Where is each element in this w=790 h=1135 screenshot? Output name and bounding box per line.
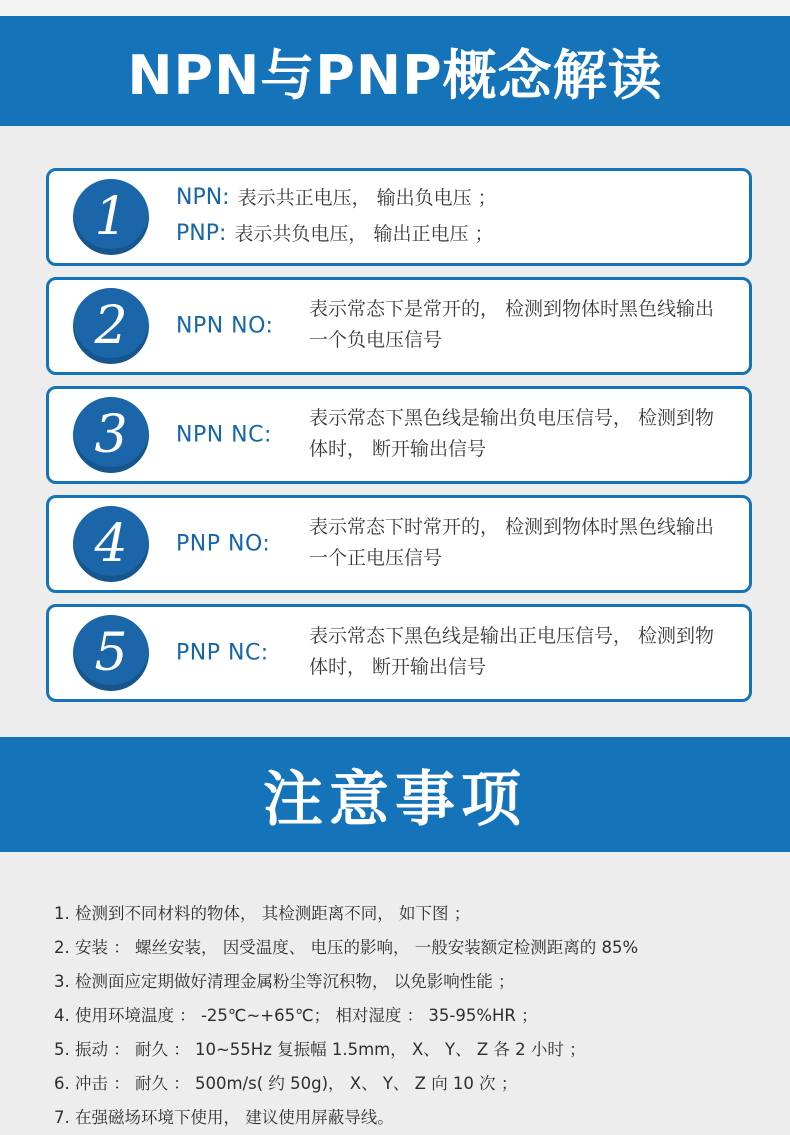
desc-pnp-no: 表示常态下时常开的， 检测到物体时黑色线输出一个正电压信号 (309, 516, 715, 569)
term-pnp-no: PNP NO: (176, 531, 271, 557)
term-pnp-nc: PNP NC: (176, 640, 269, 666)
term-npn-no: NPN NO: (176, 313, 274, 339)
desc-npn-nc: 表示常态下黑色线是输出负电压信号， 检测到物体时， 断开输出信号 (309, 407, 715, 460)
number-badge-2: 2 (73, 288, 149, 364)
desc-npn-no: 表示常态下是常开的， 检测到物体时黑色线输出一个负电压信号 (309, 298, 715, 351)
concept-card-5 (46, 604, 752, 702)
concept-card-3 (46, 386, 752, 484)
note-item: 4. 使用环境温度 ： -25℃~+65℃； 相对湿度 ： 35-95%HR ； (54, 1006, 538, 1025)
term-npn: NPN: (176, 185, 230, 210)
number-badge-1: 1 (73, 179, 149, 255)
top-strip (0, 0, 790, 16)
number-badge-3: 3 (73, 397, 149, 473)
page-title: NPN与PNP概念解读 (0, 16, 790, 126)
number-badge-4: 4 (73, 506, 149, 582)
notes-title: 注意事项 (0, 737, 790, 852)
term-pnp: PNP: (176, 221, 227, 246)
desc-npn: 表示共正电压， 输出负电压 ； (237, 187, 497, 209)
concept-card-1 (46, 168, 752, 266)
term-npn-nc: NPN NC: (176, 422, 272, 448)
desc-pnp-nc: 表示常态下黑色线是输出正电压信号， 检测到物体时， 断开输出信号 (309, 625, 715, 678)
concept-cards (46, 168, 752, 713)
concept-line-npn (176, 183, 497, 219)
note-item: 3. 检测面应定期做好清理金属粉尘等沉积物， 以免影响性能 ； (54, 972, 515, 991)
concept-card-2 (46, 277, 752, 375)
note-item: 2. 安装 ： 螺丝安装， 因受温度、 电压的影响， 一般安装额定检测距离的 85% (54, 938, 639, 957)
note-item: 1. 检测到不同材料的物体， 其检测距离不同， 如下图 ； (54, 904, 471, 923)
note-item: 5. 振动 ： 耐久 ： 10~55Hz 复振幅 1.5mm， X、 Y、 Z 各 2 小时 ； (54, 1040, 586, 1059)
note-item: 6. 冲击 ： 耐久 ： 500m/s( 约 50g)， X、 Y、 Z 向 10 次 ； (54, 1074, 518, 1093)
number-badge-5: 5 (73, 615, 149, 691)
note-item: 7. 在强磁场环境下使用， 建议使用屏蔽导线。 (54, 1108, 394, 1127)
concept-line-pnp (176, 219, 497, 255)
concept-card-4 (46, 495, 752, 593)
desc-pnp: 表示共负电压， 输出正电压 ； (234, 223, 494, 245)
notes-list (54, 897, 764, 1135)
